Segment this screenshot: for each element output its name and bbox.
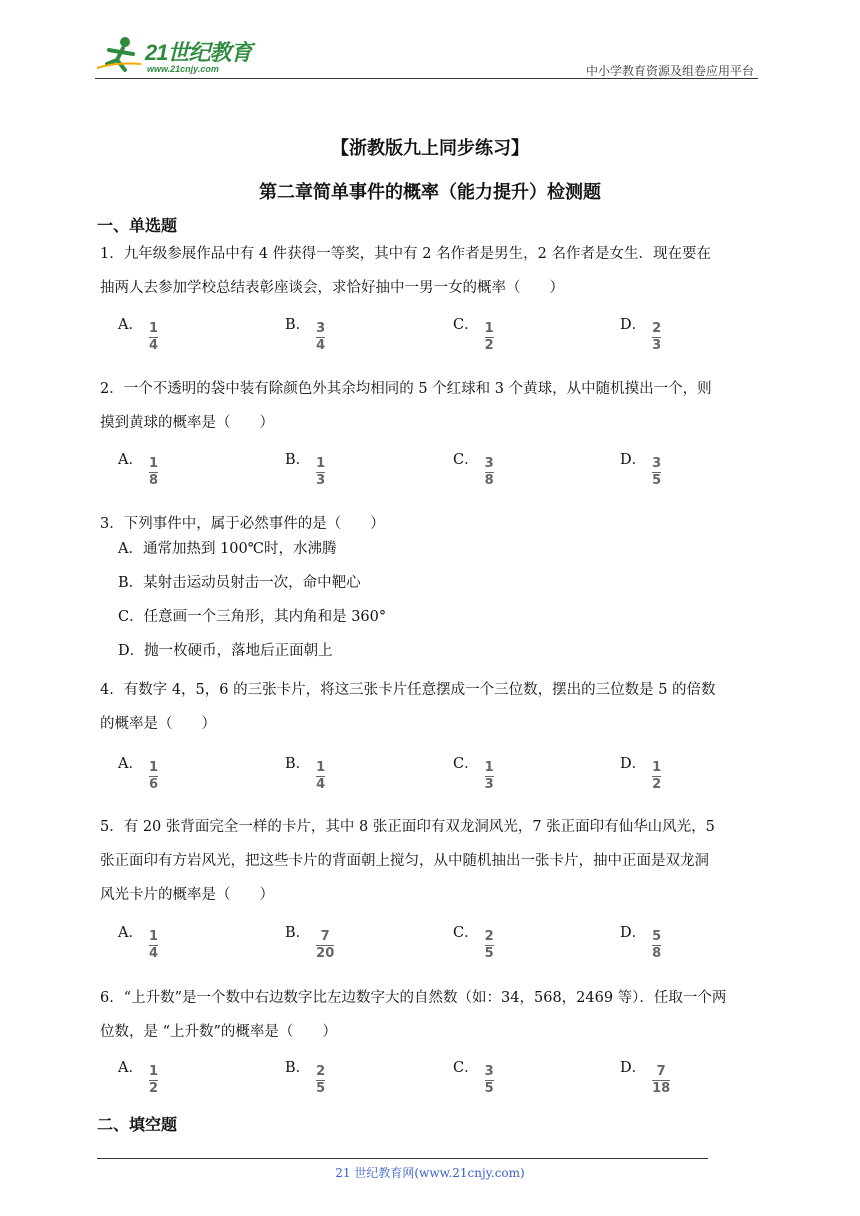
option-label: C．	[453, 756, 479, 772]
doc-subtitle: 第二章简单事件的概率（能力提升）检测题	[259, 182, 601, 203]
option-a[interactable]	[118, 448, 158, 488]
numerator: 1	[316, 760, 326, 775]
option-a[interactable]	[118, 921, 158, 961]
denominator: 4	[316, 338, 326, 353]
option-d[interactable]: D．抛一枚硬币，落地后正面朝上	[118, 643, 333, 659]
denominator: 3	[652, 338, 662, 353]
numerator: 3	[484, 456, 494, 471]
question-text	[100, 372, 760, 440]
option-label: A．	[118, 1060, 143, 1076]
option-d[interactable]	[620, 921, 661, 961]
question-line: 5．有 20 张背面完全一样的卡片，其中 8 张正面印有双龙洞风光，7 张正面印有仙华山风光，5	[100, 819, 715, 835]
numerator: 1	[316, 456, 326, 471]
option-b[interactable]	[285, 1056, 325, 1096]
fraction	[149, 1065, 158, 1096]
option-b[interactable]	[285, 313, 325, 353]
denominator: 8	[484, 473, 494, 488]
question-line: 摸到黄球的概率是（ ）	[100, 415, 274, 431]
logo-url: www.21cnjy.com	[147, 64, 219, 74]
numerator: 7	[320, 929, 330, 944]
option-label: A．	[118, 452, 143, 468]
option-label: D．	[620, 317, 647, 333]
denominator: 5	[316, 1081, 326, 1096]
question-line: 风光卡片的概率是（ ）	[100, 887, 274, 903]
denominator: 2	[484, 338, 494, 353]
option-label: D．	[620, 452, 647, 468]
numerator: 1	[148, 1064, 159, 1079]
question-line: 抽两人去参加学校总结表彰座谈会，求恰好抽中一男一女的概率（ ）	[100, 280, 564, 296]
denominator: 5	[652, 473, 662, 488]
numerator: 2	[316, 1064, 326, 1079]
option-label: B．	[285, 756, 311, 772]
fraction	[485, 930, 494, 961]
option-label: B．	[285, 452, 311, 468]
denominator: 4	[148, 338, 159, 353]
option-a[interactable]	[118, 313, 158, 353]
option-d[interactable]	[620, 752, 661, 792]
option-c[interactable]: C．任意画一个三角形，其内角和是 360°	[118, 609, 387, 625]
option-d[interactable]	[620, 448, 661, 488]
numerator: 1	[484, 321, 494, 336]
option-b[interactable]	[285, 752, 325, 792]
option-b[interactable]	[285, 921, 334, 961]
numerator: 3	[316, 321, 326, 336]
question-line: 2．一个不透明的袋中装有除颜色外其余均相同的 5 个红球和 3 个黄球，从中随机摸出一个，则	[100, 381, 712, 397]
denominator: 3	[316, 473, 326, 488]
denominator: 20	[316, 946, 335, 961]
question-text	[100, 673, 760, 741]
site-logo	[95, 34, 265, 74]
fraction	[316, 457, 325, 488]
question-line: 1．九年级参展作品中有 4 件获得一等奖，其中有 2 名作者是男生，2 名作者是女生．现在要在	[100, 246, 711, 262]
question-line: 位数，是 “上升数”的概率是（ ）	[100, 1024, 337, 1040]
numerator: 1	[484, 760, 494, 775]
option-label: B．	[285, 925, 311, 941]
question-line: 6．“上升数”是一个数中右边数字比左边数字大的自然数（如：34，568，2469 等）．任取一个两	[100, 990, 727, 1006]
option-row	[118, 313, 758, 353]
option-c[interactable]	[453, 1056, 494, 1096]
option-a[interactable]	[118, 1056, 158, 1096]
denominator: 2	[148, 1081, 159, 1096]
numerator: 1	[652, 760, 662, 775]
fraction	[652, 761, 661, 792]
option-row	[118, 752, 758, 792]
header-platform-text: 中小学教育资源及组卷应用平台	[585, 64, 754, 78]
fraction	[149, 761, 158, 792]
fraction	[652, 1065, 670, 1096]
numerator: 1	[148, 321, 159, 336]
section-heading-fill-blank: 二、填空题	[97, 1115, 178, 1134]
fraction	[485, 322, 494, 353]
option-c[interactable]	[453, 313, 494, 353]
fraction	[149, 457, 158, 488]
denominator: 8	[148, 473, 159, 488]
page-header	[95, 30, 758, 82]
question-text	[100, 507, 760, 541]
runner-logo-icon	[95, 34, 145, 74]
denominator: 6	[148, 777, 159, 792]
fraction	[316, 322, 325, 353]
question-text	[100, 810, 760, 912]
option-label: C．	[453, 1060, 479, 1076]
option-b[interactable]	[285, 448, 325, 488]
fraction	[149, 322, 158, 353]
numerator: 5	[652, 929, 662, 944]
denominator: 18	[652, 1081, 671, 1096]
fraction	[652, 322, 661, 353]
numerator: 7	[656, 1064, 666, 1079]
option-d[interactable]	[620, 313, 661, 353]
question-line: 3．下列事件中，属于必然事件的是（ ）	[100, 516, 385, 532]
option-label: C．	[453, 452, 479, 468]
option-row	[118, 448, 758, 488]
numerator: 2	[652, 321, 662, 336]
question-line: 的概率是（ ）	[100, 716, 216, 732]
footer-divider	[97, 1158, 708, 1159]
numerator: 1	[148, 760, 159, 775]
fraction	[652, 457, 661, 488]
denominator: 3	[484, 777, 494, 792]
denominator: 5	[484, 946, 494, 961]
numerator: 3	[484, 1064, 494, 1079]
option-a[interactable]: A．通常加热到 100℃时，水沸腾	[118, 541, 337, 557]
option-label: D．	[620, 925, 647, 941]
option-label: B．	[285, 1060, 311, 1076]
option-label: A．	[118, 925, 143, 941]
denominator: 5	[484, 1081, 494, 1096]
fraction	[485, 761, 494, 792]
option-d[interactable]	[620, 1056, 670, 1096]
denominator: 4	[316, 777, 326, 792]
question-text	[100, 237, 760, 305]
header-divider	[95, 78, 758, 79]
denominator: 4	[148, 946, 159, 961]
option-label: A．	[118, 756, 143, 772]
option-label: D．	[620, 756, 647, 772]
option-b[interactable]: B．某射击运动员射击一次，命中靶心	[118, 575, 361, 591]
logo-text: 21世纪教育	[145, 40, 252, 65]
option-row	[118, 921, 758, 961]
option-c[interactable]	[453, 921, 494, 961]
denominator: 2	[652, 777, 662, 792]
fraction	[149, 930, 158, 961]
option-label: A．	[118, 317, 143, 333]
fraction	[316, 761, 325, 792]
numerator: 1	[148, 929, 159, 944]
numerator: 1	[148, 456, 159, 471]
fraction	[485, 457, 494, 488]
option-label: C．	[453, 317, 479, 333]
question-line: 4．有数字 4，5，6 的三张卡片，将这三张卡片任意摆成一个三位数，摆出的三位数是 5 的倍数	[100, 682, 716, 698]
option-a[interactable]	[118, 752, 158, 792]
option-label: D．	[620, 1060, 647, 1076]
fraction	[652, 930, 661, 961]
denominator: 8	[652, 946, 662, 961]
option-row	[118, 1056, 758, 1096]
footer-text: 21 世纪教育网(www.21cnjy.com)	[335, 1166, 525, 1180]
option-label: B．	[285, 317, 311, 333]
section-heading-single-choice: 一、单选题	[97, 216, 178, 235]
option-label: C．	[453, 925, 479, 941]
option-c[interactable]	[453, 752, 494, 792]
question-line: 张正面印有方岩风光，把这些卡片的背面朝上搅匀，从中随机抽出一张卡片，抽中正面是双龙洞	[100, 853, 709, 869]
doc-title: 【浙教版九上同步练习】	[331, 138, 529, 159]
question-text	[100, 981, 760, 1049]
option-c[interactable]	[453, 448, 494, 488]
numerator: 3	[652, 456, 662, 471]
fraction	[316, 1065, 325, 1096]
fraction	[485, 1065, 494, 1096]
fraction	[316, 930, 334, 961]
numerator: 2	[484, 929, 494, 944]
